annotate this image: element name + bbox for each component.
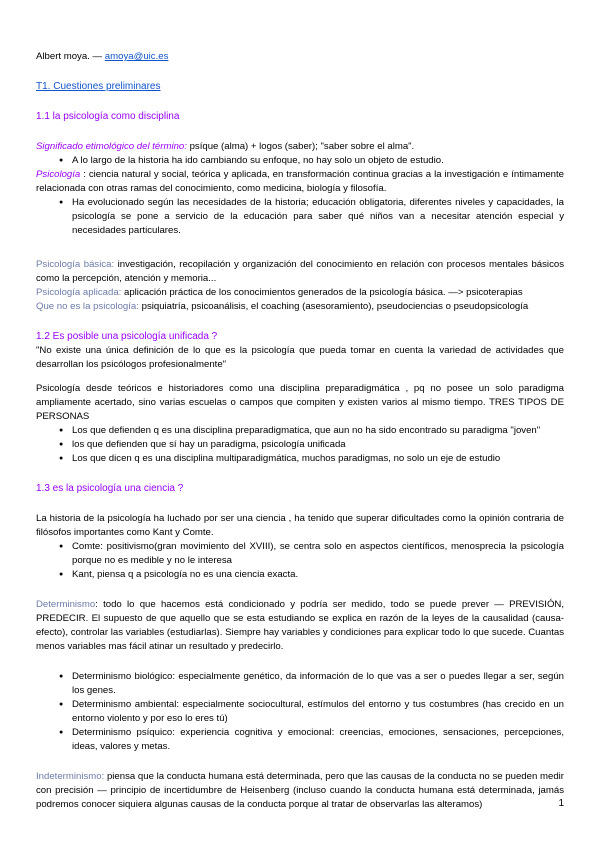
psychology-list (36, 196, 564, 238)
preparadigmatic-paragraph: Psicología desde teóricos e historiadores como una disciplina preparadigmática , pq no posee un solo paradigma ampliamente acertado, sino varias escuelas o campos que compiten y existen varios al mismo tiempo. TRES TIPOS DE PERSONAS (36, 383, 564, 422)
basic-psychology-label: Psicología básica: (36, 259, 115, 270)
basic-psychology-paragraph (36, 258, 564, 286)
list-item: ● Determinismo ambiental: especialmente sociocultural, estímulos del entorno y tus costumbres (has crecido en un entorno violento y por eso lo eres tú) (72, 698, 564, 726)
indeterminism-label: Indeterminismo: (36, 771, 105, 782)
indeterminism-paragraph (36, 770, 564, 812)
list-item: ● Los que defienden q es una disciplina preparadigmatica, que aun no ha sido encontrado su paradigma "joven" (72, 424, 564, 438)
toc-title-link[interactable]: T1. Cuestiones preliminares (36, 81, 161, 92)
etymology-list (36, 154, 564, 168)
list-item: ● Ha evolucionado según las necesidades de la historia; educación obligatoria, diferentes niveles y capacidades, la psicología se pone a servicio de la educación para saber qué niños van a necesitar atención especial y necesidades particulares. (72, 196, 564, 238)
etymology-paragraph (36, 140, 564, 154)
page-number: 1 (558, 798, 564, 809)
applied-psychology-paragraph (36, 286, 564, 300)
determinism-label: Determinismo (36, 599, 96, 610)
list-item: ● los que defienden que sí hay un paradigma, psicología unificada (72, 438, 564, 452)
psychology-definition (36, 168, 564, 196)
basic-psychology-text: investigación, recopilación y organización del conocimiento en relación con procesos mentales básicos como la percepción, atención y memoria... (36, 259, 564, 284)
etymology-text: psíque (alma) + logos (saber); "saber sobre el alma". (186, 141, 415, 152)
applied-psychology-label: Psicología aplicada: (36, 287, 122, 298)
philosophers-list (36, 540, 564, 582)
list-item: ● A lo largo de la historia ha ido cambiando su enfoque, no hay solo un objeto de estudio. (72, 154, 564, 168)
indeterminism-text: piensa que la conducta humana está determinada, pero que las causas de la conducta no se pueden medir con precisión — principio de incertidumbre de Heisenberg (incluso cuando la conducta humana está determinada, jamás podremos conocer siquiera algunas causas de la conducta porque al tratar de observarlas las alteramos) (36, 771, 564, 810)
determinism-text: : todo lo que hacemos está condicionado y podría ser medido, todo se puede prever — PREVISIÓN, PREDECIR. El supuesto de que aquello que se esta estudiando se explica en razón de la leyes de la causalidad (causa-efecto), controlar las variables (estudiarlas). Siempre hay variables y condiciones para explicar todo lo que sucede. Cuantas menos variables mas fácil atinar un resultado y predecirlo. (36, 599, 564, 652)
not-psychology-paragraph (36, 300, 564, 314)
determinism-paragraph (36, 598, 564, 654)
three-types-list (36, 424, 564, 466)
page-content (36, 50, 564, 812)
psychology-definition-text: : ciencia natural y social, teórica y aplicada, en transformación continua gracias a la investigación e íntimamente relacionada con otras ramas del conocimiento, como medicina, biología y filosofía. (36, 169, 564, 194)
author-name: Albert moya. — (36, 51, 103, 62)
not-psychology-label: Que no es la psicología: (36, 301, 139, 312)
list-item: ● Kant, piensa q a psicología no es una ciencia exacta. (72, 568, 564, 582)
list-item: ● Comte: positivismo(gran movimiento del XVIII), se centra solo en aspectos científicos, menosprecia la psicología porque no es medible y no le interesa (72, 540, 564, 568)
psychology-label: Psicología (36, 169, 81, 180)
applied-psychology-text: aplicación práctica de los conocimientos generados de la psicología básica. —> psicoterapias (121, 287, 523, 298)
list-item: ● Determinismo biológico: especialmente genético, da información de lo que vas a ser o puedes llegar a ser, según los genes. (72, 670, 564, 698)
not-psychology-text: psiquiatría, psicoanálisis, el coaching (asesoramiento), pseudociencias o pseudopsicología (138, 301, 529, 312)
list-item: ● Determinismo psíquico: experiencia cognitiva y emocional: creencias, emociones, sensaciones, percepciones, ideas, valores y metas. (72, 726, 564, 754)
determinism-types-list (36, 670, 564, 754)
section-1-1-heading: 1.1 la psicología como disciplina (36, 111, 180, 122)
list-item: ● Los que dicen q es una disciplina multiparadigmática, muchos paradigmas, no solo un eje de estudio (72, 452, 564, 466)
definition-quote: "No existe una única definición de lo que es la psicología que pueda tomar en cuenta la variedad de actividades que desarrollan los psicólogos profesionalmente" (36, 345, 564, 370)
science-history-paragraph: La historia de la psicología ha luchado por ser una ciencia , ha tenido que superar dificultades como la opinión contraria de filósofos importantes como Kant y Comte. (36, 513, 564, 538)
etymology-label: Significado etimológico del término: (36, 141, 187, 152)
author-email-link[interactable]: amoya@uic.es (104, 51, 169, 62)
section-1-3-heading: 1.3 es la psicología una ciencia ? (36, 483, 184, 494)
section-1-2-heading: 1.2 Es posible una psicología unificada ? (36, 331, 218, 342)
author-line (36, 50, 564, 64)
